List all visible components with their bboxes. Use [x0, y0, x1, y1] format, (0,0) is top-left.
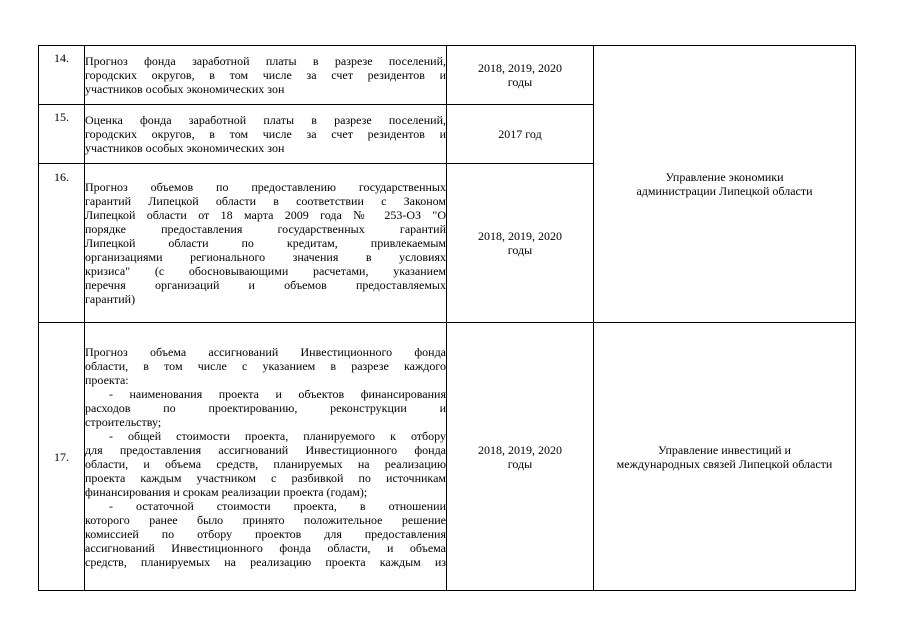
text-line: расходов по проектированию, реконструкции и [85, 400, 446, 415]
responsible-department [594, 46, 856, 323]
text-line: участников особых экономических зон [85, 82, 285, 96]
text-line: Липецкой области по кредитам, привлекаемым [85, 236, 446, 250]
text-line: - остаточной стоимости проекта, в отношении [109, 498, 446, 513]
row-period [447, 323, 594, 591]
department-line: Управление инвестиций и [658, 442, 791, 457]
text-line: финансирования и срокам реализации проекта (годам); [85, 484, 368, 499]
text-line: ассигнований Инвестиционного фонда области, и объема [85, 540, 446, 555]
text-line: которого ранее было принято положительное решение [85, 512, 446, 527]
table-row [39, 46, 856, 105]
text-line: области, в том числе с указанием в разрезе каждого [85, 358, 446, 373]
text-line: Прогноз объема ассигнований Инвестиционного фонда [85, 344, 446, 359]
row-period [447, 164, 594, 323]
row-description [85, 164, 447, 323]
row-description [85, 46, 447, 105]
text-line: перечня организаций и объемов предоставляемых [85, 278, 446, 292]
department-line: международных связей Липецкой области [616, 456, 833, 471]
document-table [38, 45, 856, 591]
period-line: годы [507, 243, 533, 257]
text-line: средств, планируемых на реализацию проекта каждым из [85, 554, 446, 569]
text-line: - общей стоимости проекта, планируемого к отбору [109, 428, 446, 443]
period-line: годы [507, 456, 533, 471]
text-line: организациями регионального значения в условиях [85, 250, 446, 264]
text-line: участников особых экономических зон [85, 141, 285, 155]
department-line: администрации Липецкой области [636, 184, 813, 198]
text-line: проекта каждым участником с разбивкой по источникам [85, 470, 446, 485]
period-line: 2018, 2019, 2020 [478, 61, 562, 75]
row-period [447, 46, 594, 105]
row-number: 15. [39, 105, 85, 164]
period-line: 2018, 2019, 2020 [478, 442, 562, 457]
text-line: Липецкой области от 18 марта 2009 года № 253-ОЗ "О [85, 208, 446, 222]
department-line: Управление экономики [665, 170, 784, 184]
text-line: проекта: [85, 372, 129, 387]
text-line: городских округов, в том числе за счет резидентов и [85, 68, 446, 82]
row-number: 14. [39, 46, 85, 105]
row-description [85, 323, 447, 591]
row-number: 16. [39, 164, 85, 323]
row-period [447, 105, 594, 164]
text-line: кризиса" (с обосновывающими расчетами, указанием [85, 264, 446, 278]
table-row [39, 323, 856, 591]
text-line: области, и объема средств, планируемых на реализацию [85, 456, 446, 471]
period-line: 2018, 2019, 2020 [478, 229, 562, 243]
row-description [85, 105, 447, 164]
text-line: комиссией по отбору проектов для предоставления [85, 526, 446, 541]
text-line: гарантий Липецкой области в соответствии с Законом [85, 194, 446, 208]
text-line: Прогноз фонда заработной платы в разрезе поселений, [85, 54, 446, 68]
period-line: 2017 год [498, 127, 542, 141]
text-line: порядке предоставления государственных гарантий [85, 222, 446, 236]
text-line: гарантий) [85, 292, 136, 306]
responsible-department [594, 323, 856, 591]
text-line: строительству; [85, 414, 162, 429]
text-line: городских округов, в том числе за счет резидентов и [85, 127, 446, 141]
text-line: Прогноз объемов по предоставлению государственных [85, 180, 446, 194]
text-line: для предоставления ассигнований Инвестиционного фонда [85, 442, 446, 457]
period-line: годы [507, 75, 533, 89]
row-number: 17. [39, 323, 85, 591]
text-line: - наименования проекта и объектов финансирования [109, 386, 446, 401]
text-line: Оценка фонда заработной платы в разрезе поселений, [85, 113, 446, 127]
